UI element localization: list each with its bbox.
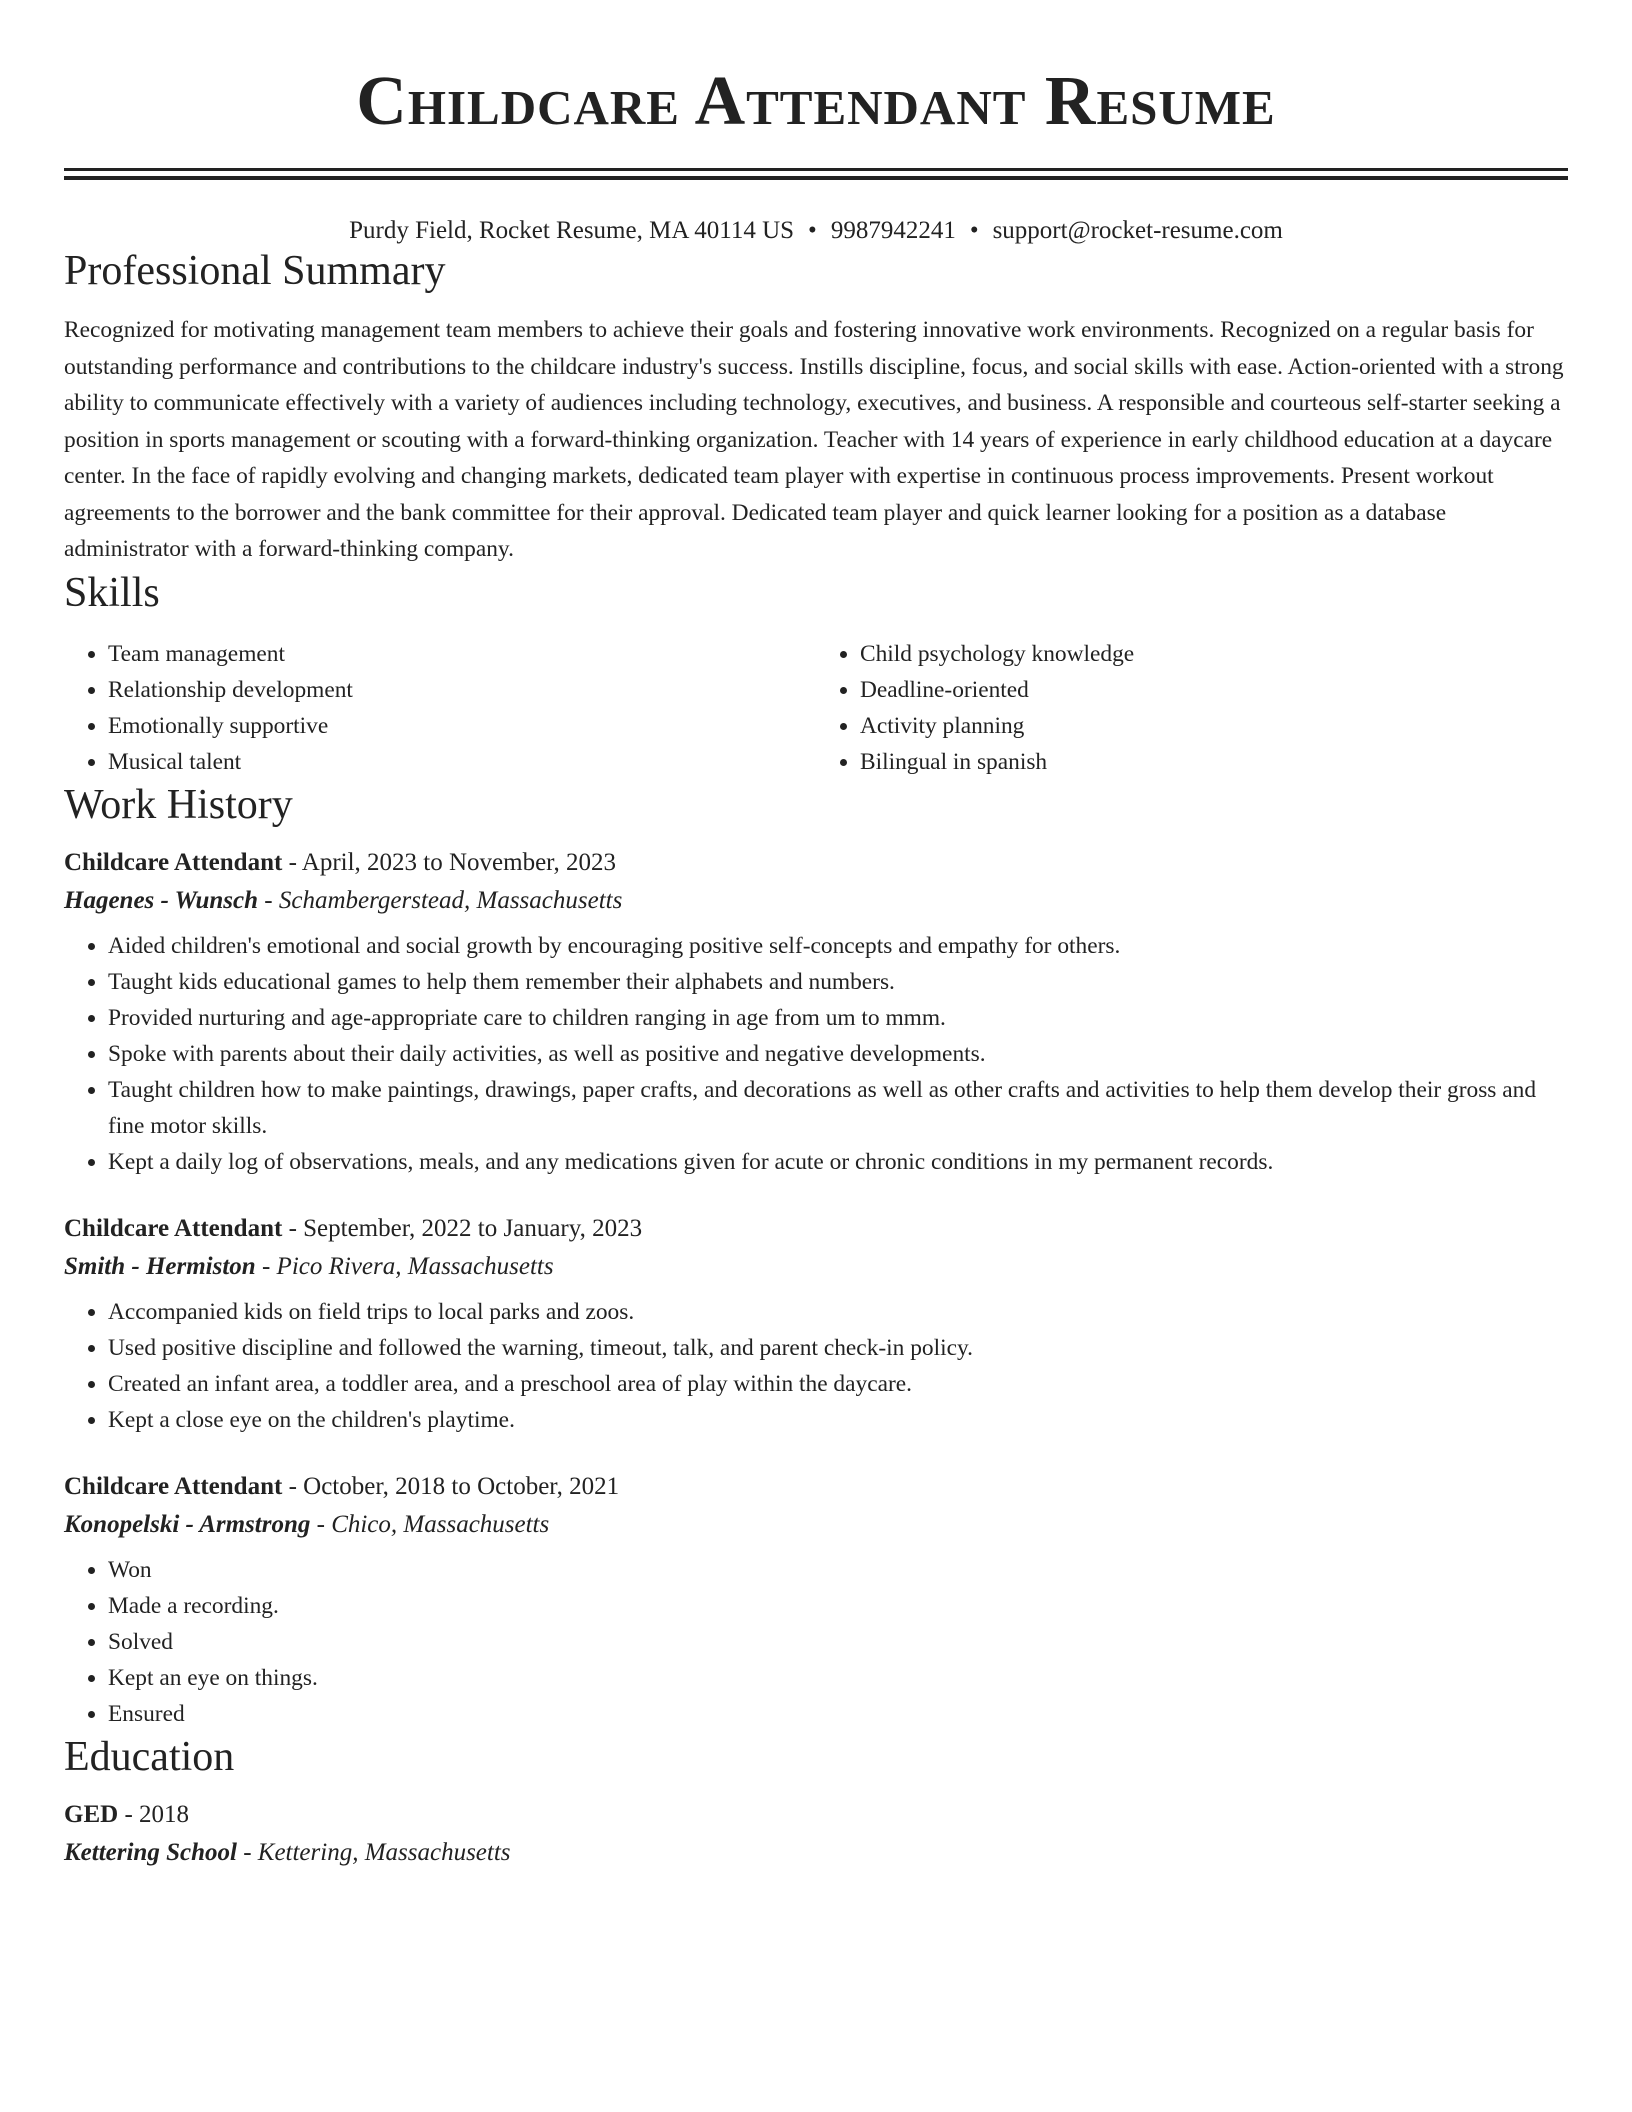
skill-item: • Musical talent (108, 744, 816, 780)
skill-item: • Relationship development (108, 672, 816, 708)
job-title: Childcare Attendant (64, 1214, 283, 1242)
education-school-line: Kettering School - Kettering, Massachusetts (64, 1838, 511, 1866)
contact-email: support@rocket-resume.com (992, 217, 1283, 244)
job-dates: April, 2023 to November, 2023 (301, 848, 616, 876)
duty-item: • Aided children's emotional and social growth by encouraging positive self-concepts and empathy for others. (108, 928, 1568, 964)
job-company: Konopelski - Armstrong (64, 1510, 311, 1538)
education-school: Kettering School (64, 1838, 237, 1866)
education-entry (64, 1796, 1568, 1872)
skill-item: • Activity planning (860, 708, 1568, 744)
job-location: Chico, Massachusetts (331, 1510, 550, 1538)
job-title: Childcare Attendant (64, 1472, 283, 1500)
duty-item: • Used positive discipline and followed the warning, timeout, talk, and parent check-in policy. (108, 1330, 1568, 1366)
education-header: GED - 2018 (64, 1800, 190, 1828)
job-location: Schambergerstead, Massachusetts (278, 886, 623, 914)
job-entry (64, 1468, 1568, 1732)
duty-item: • Accompanied kids on field trips to local parks and zoos. (108, 1294, 1568, 1330)
education-year: 2018 (139, 1800, 190, 1828)
contact-address: Purdy Field, Rocket Resume, MA 40114 US (349, 217, 795, 244)
duty-item: • Ensured (108, 1696, 1568, 1732)
contact-phone: 9987942241 (830, 217, 956, 244)
skill-item: • Emotionally supportive (108, 708, 816, 744)
job-title: Childcare Attendant (64, 848, 283, 876)
job-duties (64, 1552, 1568, 1732)
title-divider (64, 168, 1568, 180)
duty-item: • Spoke with parents about their daily activities, as well as positive and negative developments. (108, 1036, 1568, 1072)
job-entry (64, 1210, 1568, 1438)
job-duties (64, 928, 1568, 1180)
duty-item: • Taught children how to make paintings, drawings, paper crafts, and decorations as well as other crafts and activities to help them develop their gross and fine motor skills. (108, 1072, 1568, 1144)
job-header: Childcare Attendant - April, 2023 to November, 2023 (64, 848, 616, 876)
skills-heading: Skills (64, 569, 160, 616)
job-duties (64, 1294, 1568, 1438)
job-employer: Konopelski - Armstrong - Chico, Massachusetts (64, 1510, 550, 1538)
job-company: Smith - Hermiston (64, 1252, 256, 1280)
duty-item: • Taught kids educational games to help them remember their alphabets and numbers. (108, 964, 1568, 1000)
duty-item: • Kept an eye on things. (108, 1660, 1568, 1696)
skill-item: • Child psychology knowledge (860, 636, 1568, 672)
duty-item: • Made a recording. (108, 1588, 1568, 1624)
resume-title: Childcare Attendant Resume (356, 63, 1276, 140)
skill-item: • Team management (108, 636, 816, 672)
education-degree: GED (64, 1800, 119, 1828)
education-heading: Education (64, 1733, 235, 1780)
job-company: Hagenes - Wunsch (64, 886, 259, 914)
contact-separator: • (969, 217, 979, 244)
contact-line (64, 216, 1568, 246)
job-dates: September, 2022 to January, 2023 (303, 1214, 643, 1242)
summary-heading: Professional Summary (64, 248, 446, 294)
duty-item: • Kept a daily log of observations, meals, and any medications given for acute or chronic conditions in my permanent records. (108, 1144, 1568, 1180)
skills-column-left (64, 636, 816, 780)
job-employer: Hagenes - Wunsch - Schambergerstead, Massachusetts (64, 886, 623, 914)
skills-list (64, 636, 1568, 780)
job-dates: October, 2018 to October, 2021 (303, 1472, 620, 1500)
duty-item: • Kept a close eye on the children's playtime. (108, 1402, 1568, 1438)
summary-text: Recognized for motivating management team members to achieve their goals and fostering innovative work environments. Recognized on a regular basis for outstanding performance and contributions to the childcare industry's success. Instills discipline, focus, and social skills with ease. Action-oriented with a strong ability to communicate effectively with a variety of audiences including technology, executives, and business. A responsible and courteous self-starter seeking a position in sports management or scouting with a forward-thinking organization. Teacher with 14 years of experience in early childhood education at a daycare center. In the face of rapidly evolving and changing markets, dedicated team player with expertise in continuous process improvements. Present workout agreements to the borrower and the bank committee for their approval. Dedicated team player and quick learner looking for a position as a database administrator with a forward-thinking company. (64, 317, 1564, 562)
duty-item: • Created an infant area, a toddler area, and a preschool area of play within the daycare. (108, 1366, 1568, 1402)
job-employer: Smith - Hermiston - Pico Rivera, Massachusetts (64, 1252, 554, 1280)
job-header: Childcare Attendant - September, 2022 to January, 2023 (64, 1214, 643, 1242)
job-header: Childcare Attendant - October, 2018 to October, 2021 (64, 1472, 620, 1500)
skill-item: • Deadline-oriented (860, 672, 1568, 708)
job-location: Pico Rivera, Massachusetts (276, 1252, 554, 1280)
skills-column-right (816, 636, 1568, 780)
duty-item: • Solved (108, 1624, 1568, 1660)
contact-separator: • (808, 217, 817, 244)
duty-item: • Provided nurturing and age-appropriate care to children ranging in age from um to mmm. (108, 1000, 1568, 1036)
duty-item: • Won (108, 1552, 1568, 1588)
skill-item: • Bilingual in spanish (860, 744, 1568, 780)
work-history-heading: Work History (64, 781, 293, 828)
education-location: Kettering, Massachusetts (257, 1838, 511, 1866)
job-entry (64, 844, 1568, 1180)
